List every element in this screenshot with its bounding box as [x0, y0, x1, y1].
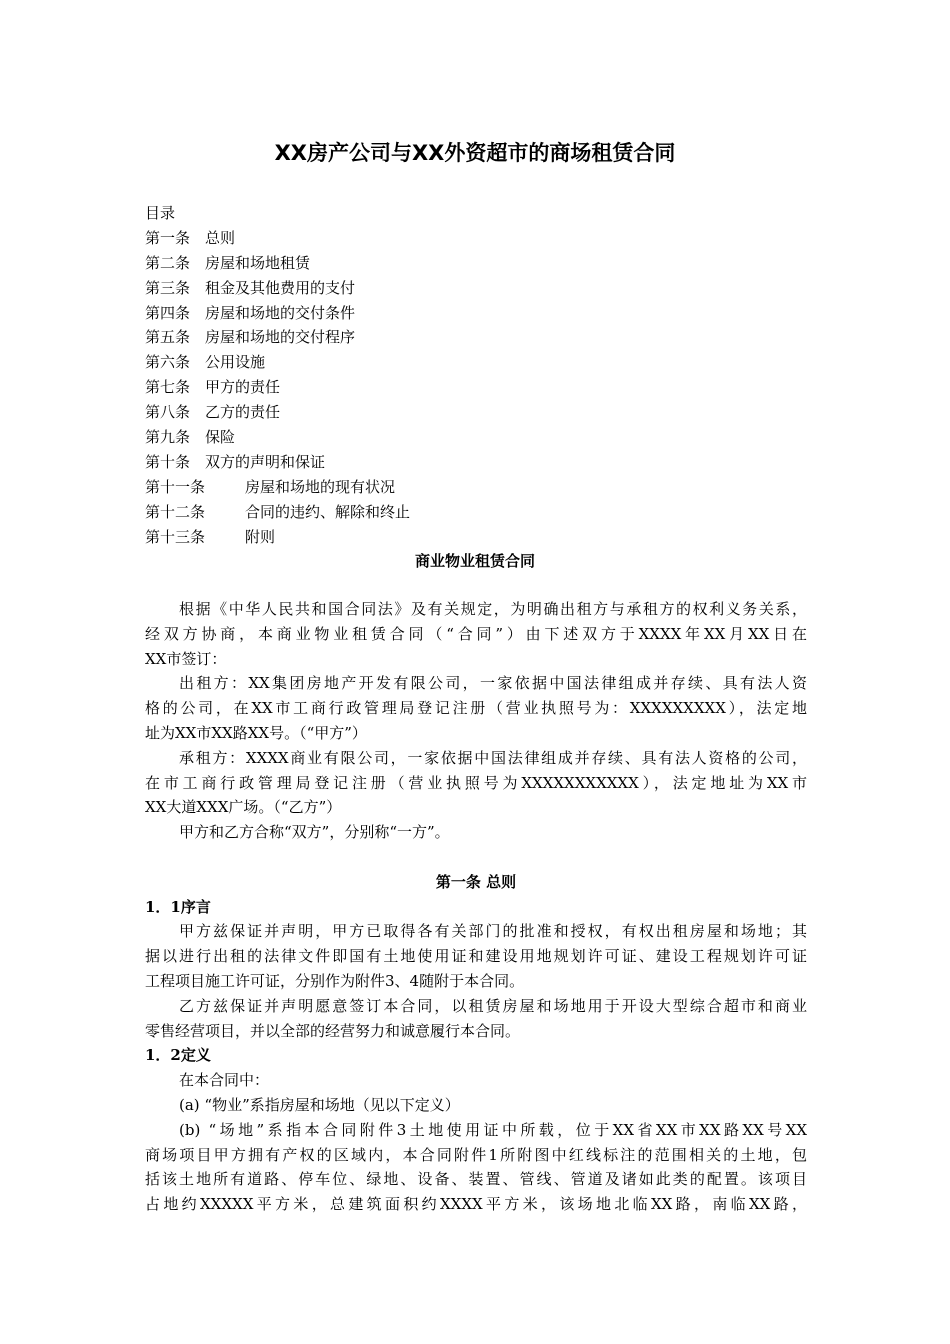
document-title: XX房产公司与XX外资超市的商场租赁合同 — [274, 141, 676, 165]
paragraph-line: 出租方：XX集团房地产开发有限公司，一家依据中国法律组成并存续、具有法人资 — [179, 674, 807, 693]
paragraph-line: 经双方协商，本商业物业租赁合同（“合同”）由下述双方于XXXX年XX月XX日在 — [145, 624, 807, 643]
toc-item: 第四条 房屋和场地的交付条件 — [145, 303, 356, 322]
paragraph-line: 括该土地所有道路、停车位、绿地、设备、装置、管线、管道及诸如此类的配置。该项目 — [145, 1170, 807, 1189]
paragraph-line: 商场项目甲方拥有产权的区域内，本合同附件1所附图中红线标注的范围相关的土地，包 — [145, 1145, 807, 1164]
paragraph-line: 甲方和乙方合称“双方”，分别称“一方”。 — [179, 823, 450, 842]
paragraph-line: 甲方兹保证并声明，甲方已取得各有关部门的批准和授权，有权出租房屋和场地；其 — [179, 922, 807, 941]
toc-item: 第十一条 房屋和场地的现有状况 — [145, 477, 396, 496]
toc-item: 第八条 乙方的责任 — [145, 403, 281, 422]
toc-item: 第十二条 合同的违约、解除和终止 — [145, 502, 411, 521]
section-heading: 1．1序言 — [145, 897, 211, 916]
paragraph-line: (b) “场地”系指本合同附件3土地使用证中所载，位于XX省XX市XX路XX号XX — [179, 1120, 807, 1139]
paragraph-line: 格的公司，在XX市工商行政管理局登记注册（营业执照号为：XXXXXXXXX），法定地 — [145, 699, 807, 718]
paragraph-line: 占地约XXXXX平方米，总建筑面积约XXXX平方米，该场地北临XX路，南临XX路， — [145, 1195, 807, 1214]
paragraph-line: 址为XX市XX路XX号。（“甲方”） — [145, 723, 367, 742]
section-heading: 1．2定义 — [145, 1046, 211, 1065]
toc-item: 第三条 租金及其他费用的支付 — [145, 278, 356, 297]
toc-item: 第九条 保险 — [145, 428, 236, 447]
paragraph-line: XX市签订： — [145, 649, 227, 668]
toc-item: 第十三条 附则 — [145, 527, 276, 546]
spacer — [145, 845, 807, 870]
toc-heading: 目录 — [145, 204, 176, 222]
paragraph-line: 据以进行出租的法律文件即国有土地使用证和建设用地规划许可证、建设工程规划许可证 — [145, 947, 807, 966]
toc-item: 第二条 房屋和场地租赁 — [145, 253, 311, 272]
paragraph-line: 根据《中华人民共和国合同法》及有关规定，为明确出租方与承租方的权利义务关系， — [179, 600, 807, 618]
table-of-contents — [145, 201, 825, 549]
definition-a: (a) “物业”系指房屋和场地（见以下定义） — [179, 1095, 460, 1114]
contract-subtitle: 商业物业租赁合同 — [414, 552, 535, 570]
paragraph-line: 乙方兹保证并声明愿意签订本合同，以租赁房屋和场地用于开设大型综合超市和商业 — [179, 996, 807, 1015]
toc-item: 第六条 公用设施 — [145, 353, 266, 372]
toc-item: 第一条 总则 — [145, 228, 236, 247]
paragraph-line: 承租方：XXXX商业有限公司，一家依据中国法律组成并存续、具有法人资格的公司， — [179, 748, 807, 767]
contract-body — [145, 597, 807, 1217]
article-heading: 第一条 总则 — [435, 872, 517, 891]
paragraph-line: 在市工商行政管理局登记注册（营业执照号为XXXXXXXXXXX），法定地址为XX市 — [145, 773, 807, 792]
paragraph-line: 在本合同中： — [179, 1071, 270, 1090]
toc-item: 第七条 甲方的责任 — [145, 378, 281, 397]
toc-item: 第十条 双方的声明和保证 — [145, 452, 326, 471]
paragraph-line: XX大道XXX广场。（“乙方”） — [145, 798, 342, 817]
toc-item: 第五条 房屋和场地的交付程序 — [145, 328, 356, 347]
paragraph-line: 零售经营项目，并以全部的经营努力和诚意履行本合同。 — [145, 1021, 521, 1040]
paragraph-line: 工程项目施工许可证，分别作为附件3、4随附于本合同。 — [145, 971, 525, 990]
